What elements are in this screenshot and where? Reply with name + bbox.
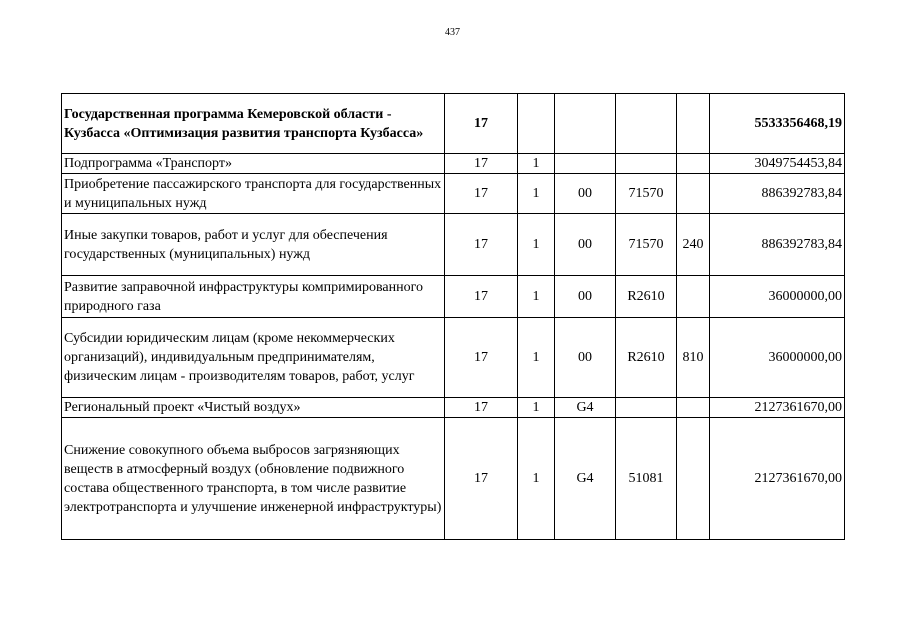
program-code: 17 (445, 318, 518, 398)
subprogram-code: 1 (518, 154, 555, 174)
program-code: 17 (445, 174, 518, 214)
row-name: Субсидии юридическим лицам (кроме некоммерческих организаций), индивидуальным предпринимателям, физическим лицам - производителям товаров, работ, услуг (62, 318, 445, 398)
row-name: Снижение совокупного объема выбросов загрязняющих веществ в атмосферный воздух (обновление подвижного состава общественного транспорта, в том числе развитие электротранспорта и улучшение инженерной инфраструктуры) (62, 418, 445, 540)
expense-type-code: 810 (677, 318, 710, 398)
table-row (62, 318, 845, 398)
amount: 36000000,00 (710, 318, 845, 398)
target-code (616, 94, 677, 154)
subprogram-code (518, 94, 555, 154)
direction-code: 00 (555, 276, 616, 318)
subprogram-code: 1 (518, 214, 555, 276)
row-name: Развитие заправочной инфраструктуры компримированного природного газа (62, 276, 445, 318)
direction-code (555, 154, 616, 174)
row-name: Региональный проект «Чистый воздух» (62, 398, 445, 418)
amount: 2127361670,00 (710, 398, 845, 418)
amount: 36000000,00 (710, 276, 845, 318)
page-number: 437 (445, 27, 460, 38)
amount: 5533356468,19 (710, 94, 845, 154)
budget-table (61, 93, 845, 540)
direction-code: 00 (555, 214, 616, 276)
program-code: 17 (445, 214, 518, 276)
subprogram-code: 1 (518, 174, 555, 214)
table-row (62, 94, 845, 154)
direction-code: G4 (555, 398, 616, 418)
amount: 886392783,84 (710, 174, 845, 214)
program-code: 17 (445, 276, 518, 318)
expense-type-code (677, 418, 710, 540)
target-code (616, 398, 677, 418)
row-name: Государственная программа Кемеровской области - Кузбасса «Оптимизация развития транспорта Кузбасса» (62, 94, 445, 154)
direction-code (555, 94, 616, 154)
expense-type-code (677, 94, 710, 154)
program-code: 17 (445, 154, 518, 174)
target-code (616, 154, 677, 174)
direction-code: 00 (555, 174, 616, 214)
table-row (62, 174, 845, 214)
table-row (62, 214, 845, 276)
table-row (62, 154, 845, 174)
table-row (62, 398, 845, 418)
amount: 886392783,84 (710, 214, 845, 276)
expense-type-code (677, 398, 710, 418)
row-name: Иные закупки товаров, работ и услуг для обеспечения государственных (муниципальных) нужд (62, 214, 445, 276)
program-code: 17 (445, 418, 518, 540)
expense-type-code (677, 174, 710, 214)
subprogram-code: 1 (518, 398, 555, 418)
expense-type-code (677, 154, 710, 174)
subprogram-code: 1 (518, 318, 555, 398)
amount: 3049754453,84 (710, 154, 845, 174)
program-code: 17 (445, 398, 518, 418)
program-code: 17 (445, 94, 518, 154)
amount: 2127361670,00 (710, 418, 845, 540)
table-row (62, 276, 845, 318)
expense-type-code (677, 276, 710, 318)
direction-code: G4 (555, 418, 616, 540)
row-name: Подпрограмма «Транспорт» (62, 154, 445, 174)
direction-code: 00 (555, 318, 616, 398)
expense-type-code: 240 (677, 214, 710, 276)
target-code: 71570 (616, 214, 677, 276)
table-row (62, 418, 845, 540)
target-code: R2610 (616, 318, 677, 398)
subprogram-code: 1 (518, 276, 555, 318)
row-name: Приобретение пассажирского транспорта для государственных и муниципальных нужд (62, 174, 445, 214)
target-code: 51081 (616, 418, 677, 540)
subprogram-code: 1 (518, 418, 555, 540)
target-code: 71570 (616, 174, 677, 214)
target-code: R2610 (616, 276, 677, 318)
